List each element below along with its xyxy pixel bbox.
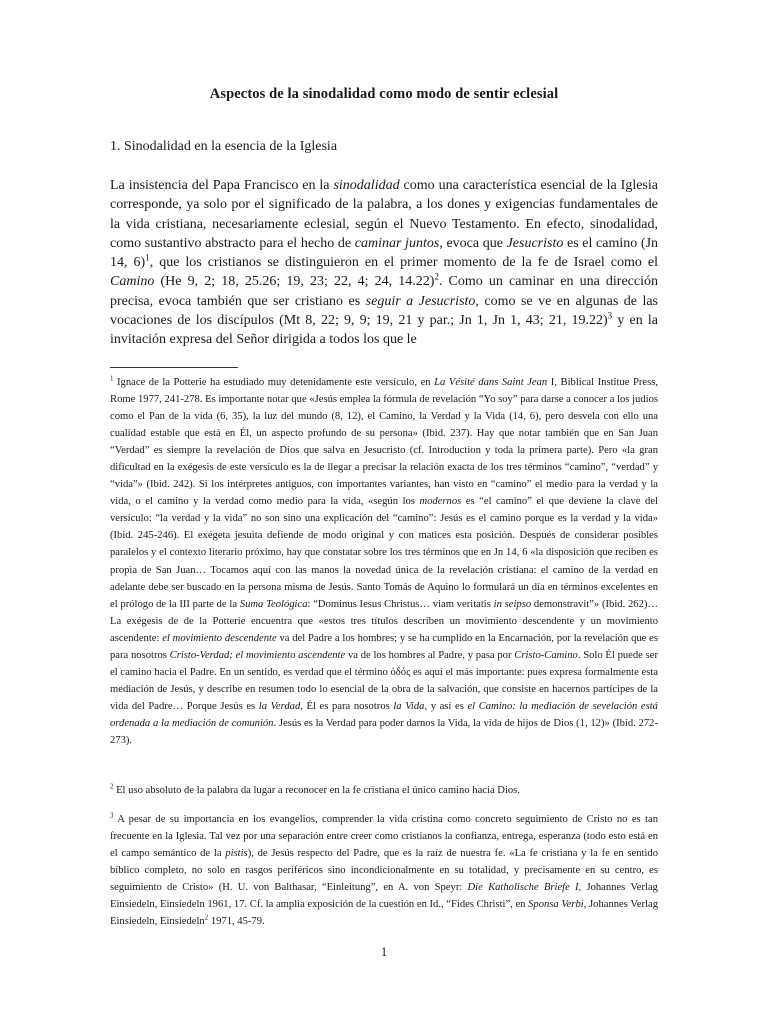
text-run: es “el camino” el que deviene la clave del versículo: “la verdad y la vida” no son sino una explicación del “camino”: Jesús es el camino porque es la verdad y la vida» (Ibid. 245-246). El exégeta jesuita defiende de modo original y con matices esta posición. Después de considerar posibles paralelos y el contexto literario próximo, hay que constatar sobre los tres términos que en Jn 14, 6 «la disposición que reciben es propia de San Juan… Tocamos aquí con las manos la novedad única de la revelación cristiana: el camino de la verdad en adelante debe ser buscado en la persona misma de Jesús. Santo Tomás de Aquino lo formulará un día en términos excelentes en el prólogo de la III parte de la <box>110 496 658 610</box>
italic-text: Cristo-Verdad; el movimiento ascendente <box>169 649 346 661</box>
text-run: y en la invitación expresa del Señor dirigida a todos los que le <box>110 313 658 348</box>
italic-text: Cristo-Camino <box>514 649 578 661</box>
footnote-1 <box>110 374 658 749</box>
text-run: . Solo Él puede ser el camino hacia el Padre. En un sentido, es verdad que el término ὁδός es aquí el más importante: pues expresa formalmente esta mediación de Jesús, y describe en resumen todo lo esencial de la obra de la salvación, que consiste en hacernos partícipes de la vida del Padre… Porque Jesús es <box>110 649 658 712</box>
text-run: , que los cristianos se distinguieron en el primer momento de la fe de Israel como el <box>149 255 658 271</box>
footnote-2 <box>110 782 658 799</box>
italic-text: sinodalidad <box>333 178 400 193</box>
document-title: Aspectos de la sinodalidad como modo de sentir eclesial <box>209 86 559 102</box>
italic-text: la Verdad <box>258 700 301 712</box>
text-run: . Jesús es la Verdad para poder darnos la Vida, la vida de hijos de Dios (1, 12)» (Ibid. 272-273). <box>110 717 658 746</box>
footnote-reference: 1 <box>110 375 114 383</box>
text-run: A pesar de su importancia en los evangelios, comprender la vida cristina como concreto seguimiento de Cristo no es tan frecuente en la Iglesia. Tal vez por una separación entre creer como cristianos la confianza, entrega, esperanza (todo esto está en el campo semántico de la <box>110 814 658 860</box>
italic-text: in seipso <box>493 598 532 610</box>
text-run: El uso absoluto de la palabra da lugar a reconocer en la fe cristiana el único camino hacia Dios. <box>113 785 520 796</box>
text-run: , evoca que <box>439 235 507 251</box>
italic-text: caminar juntos <box>354 235 440 251</box>
footnote-reference: 2 <box>110 783 114 791</box>
section-heading: 1. Sinodalidad en la esencia de la Iglesia <box>110 139 338 154</box>
italic-text: modernos <box>419 496 462 508</box>
text-run: , Él es para nosotros <box>300 700 394 712</box>
text-run: ), de Jesús respecto del Padre, que es la raíz de nuestra fe. «La fe cristiana y la fe en sentido bíblico completo, no solo en rasgos periféricos sino incondicionalmente en su totalidad, y precisamente en su centro, es seguimiento de Cristo» (H. U. von Balthasar, “Einleitung”, en A. von Speyr: <box>110 848 658 894</box>
page-number: 1 <box>380 945 388 959</box>
footnote-reference: 1 <box>145 252 150 263</box>
text-run: va del Padre a los hombres; y se ha cumplido en la Encarnación, por la revelación que es para nosotros <box>110 632 658 661</box>
text-run: . Como un caminar en una dirección precisa, evoca también que ser cristiano es <box>110 274 658 309</box>
text-run: , Johannes Verlag Einsiedeln, Einsiedeln 1961, 17. Cf. la amplia exposición de la cuestión en Id., “Fides Christi”, en <box>110 882 658 911</box>
text-run: demonstravit”» (Ibid. 262)… La exégesis de de la Potterie encuentra que «estos tres títulos describen un movimiento descendente y un movimiento ascendente: <box>110 598 658 644</box>
italic-text: el movimiento descendente <box>162 632 277 644</box>
text-run: , y así es <box>424 700 468 712</box>
footnote-reference: 2 <box>204 914 209 922</box>
text-run: Ignace de la Potterie ha estudiado muy detenidamente este versículo, en <box>113 377 435 388</box>
footnote-reference: 3 <box>607 310 613 321</box>
text-run: es el camino (Jn 14, 6) <box>110 235 659 271</box>
italic-text: pistis <box>225 848 248 860</box>
text-run: La insistencia del Papa Francisco en la <box>110 178 334 193</box>
italic-text: Suma Teológica <box>239 598 308 610</box>
text-run: , Johannes Verlag Einsiedeln, Einsiedeln <box>110 899 658 928</box>
italic-text: seguir a Jesucristo <box>365 293 476 309</box>
text-run: va de los hombres al Padre, y pasa por <box>345 649 515 661</box>
text-run: como una característica esencial de la Iglesia corresponde, ya solo por el significado de la palabra, a los dones y exigencias fundamentales de la vida cristiana, necesariamente eclesial, según el Nuevo Testamento. En efecto, sinodalidad, como sustantivo abstracto para el hecho de <box>110 178 658 251</box>
body-paragraph <box>110 176 658 350</box>
italic-text: la Vida <box>393 700 425 712</box>
footnote-3 <box>110 811 658 930</box>
italic-text: Camino <box>110 274 155 290</box>
italic-text: Die Katholische Briefe I <box>467 882 579 894</box>
footnote-separator <box>110 367 238 368</box>
document-page <box>110 0 658 1024</box>
footnote-reference: 2 <box>434 271 439 282</box>
italic-text: Sponsa Verbi <box>528 899 584 911</box>
text-run: (He 9, 2; 18, 25.26; 19, 23; 22, 4; 24, 14.22) <box>154 274 435 290</box>
text-run: I, Biblical Institue Press, Rome 1977, 241-278. Es importante notar que «Jesús emplea la fórmula de revelación “Yo soy” para darse a conocer a los judíos como el Pan de la vida (6, 35), la luz del mundo (8, 12), el Camino, la Verdad y la Vida (14, 6), pero desvela con ello una cualidad estable que está en Él, un aspecto profundo de su persona» (Ibid. 237). Hay que notar también que en San Juan “Verdad” es siempre la revelación de Dios que salva en Jesucristo (cf. Introduction y toda la primera parte). Pero «la gran dificultad en la exégesis de este versículo es la de llegar a precisar la relación exacta de los tres términos “camino”, “verdad” y “vida”» (Ibid. 242). Si los intérpretes antiguos, con importantes variantes, han visto en “camino” el medio para la verdad y la vida, o el camino y la verdad como medio para la vida, «según los <box>110 377 658 508</box>
text-run: , como se ve en algunas de las vocaciones de los discípulos (Mt 8, 22; 9, 9; 19, 21 y par.; Jn 1, Jn 1, 43; 21, 19.22) <box>110 293 659 329</box>
italic-text: La Vésité dans Saint Jean <box>434 377 548 388</box>
text-run: 1971, 45-79. <box>208 916 265 928</box>
footnote-reference: 3 <box>110 812 114 820</box>
italic-text: el Camino: la mediación de sevelación está ordenada a la mediación de comunión <box>110 700 658 729</box>
text-run: : “Dominus Iesus Christus… viam veritatis <box>307 598 494 610</box>
italic-text: Jesucristo <box>506 235 564 251</box>
